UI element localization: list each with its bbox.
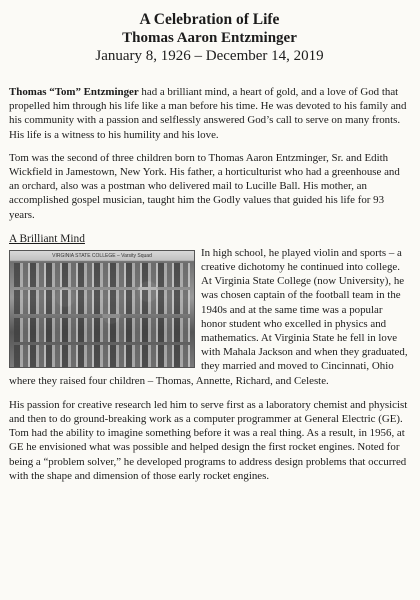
page-title: A Celebration of Life <box>139 11 280 28</box>
family-paragraph: Tom was the second of three children born to Thomas Aaron Entzminger, Sr. and Edith Wickfield in Jamestown, New York. His father, a horticulturist who had a greenhouse and an orchard, also was a postman who delivered mail to Lucille Ball. His mother, an accomplished gospel musician, taught him the Godly values that guided his life for 93 years. <box>9 151 400 221</box>
photo-caption: VIRGINIA STATE COLLEGE – Varsity Squad <box>52 252 152 259</box>
school-paragraph: In high school, he played violin and sports – a creative dichotomy he continued into college. At Virginia State College (now University), he was chosen captain of the football team in the 1940s and at the same time was a popular honor student who excelled in physics and mathematics. At Virginia State he fell in love with Mahala Jackson and when they graduated, they married and moved to Cincinnati, Ohio where they raised four children – Thomas, Annette, Richard, and Celeste. <box>9 246 408 387</box>
intro-lead: Thomas “Tom” Entzminger <box>9 86 139 98</box>
intro-text: had a brilliant mind, a heart of gold, and a love of God that propelled him through his life like a man before his time. He was devoted to his family and his community with a passion and selflessly answered God’s call to serve on many fronts. His life is a witness to his humility and his love. <box>9 86 407 141</box>
honoree-name: Thomas Aaron Entzminger <box>122 30 297 46</box>
intro-paragraph <box>9 85 410 142</box>
career-paragraph: His passion for creative research led him to serve first as a laboratory chemist and physicist and then to do ground-breaking work as a computer programmer at General Electric (GE). Tom had the ability to imagine something before it was a real thing. As a result, in 1956, at GE he envisioned what was possible and helped design the first rocket engines. Noted for being a “problem solver,” he developed programs to address design problems that occurred with the shape and dimension of those early rocket engines. <box>9 398 408 482</box>
photo-people <box>14 263 190 363</box>
team-photo <box>9 250 195 368</box>
life-dates: January 8, 1926 – December 14, 2019 <box>95 48 324 64</box>
header <box>9 10 410 65</box>
photo-container <box>9 250 193 370</box>
section-heading: A Brilliant Mind <box>9 232 85 245</box>
